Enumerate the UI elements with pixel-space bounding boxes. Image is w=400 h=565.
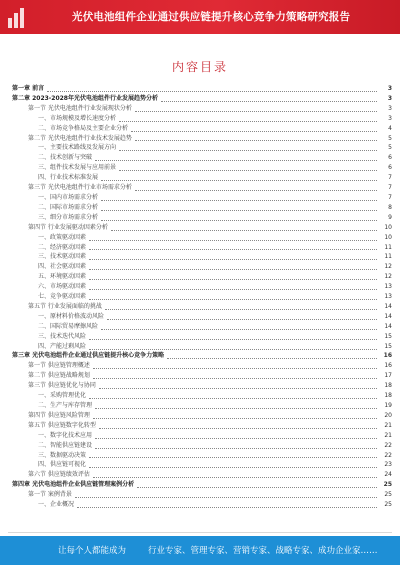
toc-leader-dots — [93, 417, 377, 419]
toc-entry-page: 23 — [384, 461, 392, 469]
toc-leader-dots — [75, 496, 377, 498]
toc-entry-label: 第四章 光伏电池组件企业供应链管理案例分析 — [12, 481, 135, 489]
toc-leader-dots — [95, 447, 377, 449]
toc-entry[interactable] — [8, 213, 392, 223]
toc-entry[interactable] — [8, 84, 392, 94]
toc-leader-dots — [135, 189, 377, 191]
toc-entry-page: 3 — [388, 114, 392, 122]
toc-entry-page: 14 — [384, 312, 392, 320]
toc-entry-label: 四、行业技术标准发展 — [38, 174, 99, 182]
toc-entry[interactable] — [8, 193, 392, 203]
toc-leader-dots — [119, 120, 377, 122]
toc-entry[interactable] — [8, 163, 392, 173]
toc-entry[interactable] — [8, 252, 392, 262]
toc-leader-dots — [105, 308, 377, 310]
toc-entry[interactable] — [8, 233, 392, 243]
toc-entry-page: 20 — [384, 411, 392, 419]
toc-entry-page: 6 — [388, 164, 392, 172]
toc-leader-dots — [101, 179, 377, 181]
toc-entry-label: 一、市场规模及增长速度分析 — [38, 114, 117, 122]
toc-leader-dots — [89, 268, 377, 270]
toc-entry-label: 第三节 供应链优化与协同 — [28, 382, 96, 390]
toc-entry[interactable] — [8, 262, 392, 272]
toc-entry-page: 10 — [384, 233, 392, 241]
toc-list — [8, 84, 392, 510]
report-header-bar — [0, 0, 400, 34]
toc-leader-dots — [89, 288, 377, 290]
toc-entry-page: 10 — [384, 223, 392, 231]
toc-entry-label: 第三章 光伏电池组件企业通过供应链提升核心竞争力策略 — [12, 352, 165, 360]
toc-entry[interactable] — [8, 134, 392, 144]
toc-entry-page: 11 — [384, 253, 392, 261]
toc-entry-page: 25 — [384, 501, 392, 509]
toc-leader-dots — [89, 397, 377, 399]
toc-entry-page: 3 — [387, 85, 392, 92]
toc-entry-label: 一、数字化技术应用 — [38, 431, 93, 439]
toc-entry[interactable] — [8, 371, 392, 381]
footer-bar — [0, 536, 400, 565]
toc-entry-label: 二、国际市场需求分析 — [38, 203, 99, 211]
toc-leader-dots — [89, 456, 377, 458]
toc-entry[interactable] — [8, 351, 392, 361]
toc-leader-dots — [93, 367, 377, 369]
toc-entry-page: 21 — [384, 421, 392, 429]
toc-entry-page: 5 — [388, 134, 392, 142]
toc-leader-dots — [89, 258, 377, 260]
toc-entry-label: 一、国内市场需求分析 — [38, 193, 99, 201]
toc-entry-page: 19 — [384, 402, 392, 409]
toc-leader-dots — [89, 248, 377, 250]
toc-leader-dots — [95, 407, 377, 409]
toc-entry-label: 二、智能供应链建设 — [38, 441, 93, 449]
toc-leader-dots — [101, 328, 377, 330]
report-title: 光伏电池组件企业通过供应链提升核心竞争力策略研究报告 — [72, 11, 351, 23]
toc-leader-dots — [89, 348, 377, 350]
toc-entry-label: 一、采购管理优化 — [38, 392, 87, 400]
report-logo-icon — [8, 6, 30, 28]
toc-entry-label: 四、社会驱动因素 — [38, 263, 87, 271]
toc-entry-label: 三、细分市场需求分析 — [38, 213, 99, 221]
toc-entry-page: 12 — [384, 273, 392, 281]
toc-entry[interactable] — [8, 401, 392, 411]
toc-entry-label: 四、产能过剩风险 — [38, 342, 87, 350]
toc-entry-label: 一、原材料价格波动风险 — [38, 312, 105, 320]
toc-entry-page: 7 — [388, 174, 392, 182]
toc-entry-label: 第三节 光伏电池组件行业市场需求分析 — [28, 184, 132, 192]
toc-entry-page: 13 — [384, 293, 392, 301]
toc-entry[interactable] — [8, 223, 392, 233]
toc-entry-label: 二、国际贸易摩擦风险 — [38, 322, 99, 330]
toc-entry-label: 第一节 光伏电池组件行业发展现状分析 — [28, 104, 132, 112]
toc-entry[interactable] — [8, 460, 392, 470]
toc-entry-page: 8 — [388, 203, 392, 211]
toc-entry[interactable] — [8, 243, 392, 253]
toc-entry-page: 15 — [384, 332, 392, 340]
toc-entry-label: 六、市场驱动因素 — [38, 283, 87, 291]
footer-roles: 行业专家、管理专家、营销专家、战略专家、成功企业家…… — [148, 546, 378, 556]
toc-entry-label: 第一节 供应链管理概述 — [28, 362, 90, 370]
toc-entry-label: 七、竞争驱动因素 — [38, 293, 87, 301]
toc-entry-label: 第五节 供应链数字化转型 — [28, 421, 96, 429]
toc-entry-page: 16 — [383, 352, 392, 360]
toc-entry[interactable] — [8, 361, 392, 371]
toc-entry-page: 7 — [388, 193, 392, 201]
toc-entry[interactable] — [8, 183, 392, 193]
toc-leader-dots — [119, 169, 377, 171]
toc-entry-label: 第四节 供应链风险管理 — [28, 411, 90, 419]
toc-entry-page: 11 — [384, 243, 392, 251]
toc-heading: 内容目录 — [171, 60, 228, 74]
toc-entry[interactable] — [8, 114, 392, 124]
toc-leader-dots — [101, 209, 377, 211]
toc-entry-page: 14 — [384, 322, 392, 330]
toc-entry-page: 15 — [384, 342, 392, 350]
toc-leader-dots — [161, 100, 377, 102]
toc-leader-dots — [107, 318, 377, 320]
toc-entry[interactable] — [8, 312, 392, 322]
toc-entry[interactable] — [8, 431, 392, 441]
toc-entry[interactable] — [8, 322, 392, 332]
toc-leader-dots — [99, 427, 377, 429]
toc-entry-page: 7 — [388, 184, 392, 192]
toc-leader-dots — [119, 149, 377, 151]
toc-leader-dots — [101, 199, 377, 201]
toc-entry-label: 一、主要技术路线及发展方向 — [38, 144, 117, 152]
toc-entry-label: 一、企业概况 — [38, 501, 75, 509]
toc-entry[interactable] — [8, 381, 392, 391]
toc-entry-page: 21 — [384, 431, 392, 439]
toc-leader-dots — [93, 377, 377, 379]
toc-entry-page: 22 — [384, 451, 392, 459]
toc-entry-label: 一、政策驱动因素 — [38, 233, 87, 241]
toc-leader-dots — [93, 476, 377, 478]
toc-entry[interactable] — [8, 332, 392, 342]
toc-entry[interactable] — [8, 143, 392, 153]
toc-leader-dots — [101, 219, 377, 221]
toc-entry[interactable] — [8, 292, 392, 302]
toc-entry-label: 三、技术驱动因素 — [38, 253, 87, 261]
toc-entry-label: 二、经济驱动因素 — [38, 243, 87, 251]
toc-entry[interactable] — [8, 391, 392, 401]
footer-slogan: 让每个人都能成为 — [58, 546, 127, 556]
toc-entry-page: 12 — [384, 263, 392, 271]
toc-leader-dots — [99, 387, 377, 389]
toc-entry-label: 四、供应链可视化 — [38, 461, 87, 469]
toc-entry-label: 三、数据驱动决策 — [38, 451, 87, 459]
toc-entry[interactable] — [8, 451, 392, 461]
toc-entry[interactable] — [8, 124, 392, 134]
toc-leader-dots — [135, 110, 377, 112]
toc-entry[interactable] — [8, 302, 392, 312]
toc-entry[interactable] — [8, 480, 392, 490]
toc-entry-page: 13 — [384, 283, 392, 291]
toc-entry[interactable] — [8, 441, 392, 451]
toc-leader-dots — [89, 466, 377, 468]
toc-entry-label: 二、生产与库存管理 — [38, 402, 93, 409]
toc-entry-page: 4 — [388, 124, 392, 132]
toc-leader-dots — [95, 159, 377, 161]
toc-leader-dots — [89, 239, 377, 241]
toc-leader-dots — [89, 338, 377, 340]
toc-leader-dots — [89, 278, 377, 280]
toc-entry-page: 5 — [388, 144, 392, 152]
toc-entry-page: 3 — [387, 94, 392, 102]
toc-leader-dots — [111, 229, 377, 231]
toc-entry[interactable] — [8, 470, 392, 480]
toc-entry-page: 18 — [384, 392, 392, 400]
toc-leader-dots — [47, 90, 377, 92]
toc-entry-label: 第四节 行业发展驱动因素分析 — [28, 223, 108, 231]
toc-leader-dots — [167, 357, 377, 359]
toc-entry[interactable] — [8, 490, 392, 500]
toc-entry[interactable] — [8, 94, 392, 104]
toc-entry-page: 3 — [388, 104, 392, 112]
toc-entry-page: 9 — [388, 213, 392, 221]
toc-entry-label: 第二章 2023-2028年光伏电池组件行业发展趋势分析 — [12, 94, 158, 102]
toc-leader-dots — [89, 298, 377, 300]
toc-entry[interactable] — [8, 203, 392, 213]
toc-entry-page: 24 — [384, 471, 392, 479]
toc-entry-page: 25 — [384, 491, 392, 499]
toc-entry[interactable] — [8, 342, 392, 352]
toc-entry-page: 17 — [384, 372, 392, 380]
toc-entry[interactable] — [8, 104, 392, 114]
toc-entry-label: 二、技术创新与突破 — [38, 154, 93, 162]
toc-entry-page: 18 — [384, 382, 392, 390]
toc-entry-label: 第六节 供应链绩效评估 — [28, 471, 90, 479]
toc-entry-page: 14 — [384, 302, 392, 310]
toc-entry-page: 25 — [383, 481, 392, 489]
toc-entry[interactable] — [8, 500, 392, 510]
toc-entry[interactable] — [8, 282, 392, 292]
toc-entry-page: 16 — [384, 362, 392, 370]
toc-leader-dots — [95, 437, 377, 439]
toc-entry-label: 第二节 光伏电池组件行业技术发展趋势 — [28, 134, 132, 142]
toc-leader-dots — [77, 506, 377, 508]
toc-entry-label: 第一章 前言 — [12, 85, 45, 92]
toc-entry-label: 五、环境驱动因素 — [38, 273, 87, 281]
toc-entry[interactable] — [8, 411, 392, 421]
document-page — [8, 36, 392, 533]
toc-entry-page: 22 — [384, 441, 392, 449]
toc-entry-label: 第二节 供应链战略规划 — [28, 372, 90, 380]
toc-entry-label: 第一节 案例背景 — [28, 491, 72, 499]
toc-entry[interactable] — [8, 421, 392, 431]
toc-entry-label: 三、技术迭代风险 — [38, 332, 87, 340]
toc-entry-label: 三、组件技术发展与应用前景 — [38, 164, 117, 172]
toc-leader-dots — [131, 130, 377, 132]
toc-entry[interactable] — [8, 153, 392, 163]
toc-leader-dots — [137, 486, 377, 488]
toc-leader-dots — [135, 139, 377, 141]
toc-entry-label: 二、市场竞争格局及主要企业分析 — [38, 124, 129, 132]
toc-entry-page: 6 — [388, 154, 392, 162]
toc-entry-label: 第五节 行业发展面临的挑战 — [28, 302, 102, 310]
toc-entry[interactable] — [8, 272, 392, 282]
toc-entry[interactable] — [8, 173, 392, 183]
